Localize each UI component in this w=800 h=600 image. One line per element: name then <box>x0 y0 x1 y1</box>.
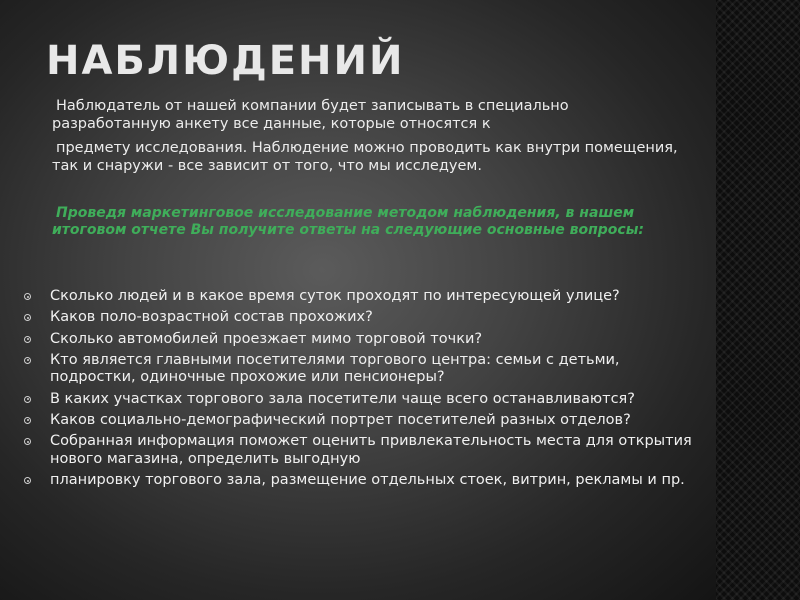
paragraph-subject <box>52 139 692 175</box>
circled-dot-icon <box>24 438 31 445</box>
paragraph-observer <box>52 97 692 133</box>
circled-dot-icon <box>24 314 31 321</box>
circled-dot-icon <box>24 417 31 424</box>
circled-dot-icon <box>24 293 31 300</box>
paragraph-observer-text: Наблюдатель от нашей компании будет записывать в специально разработанную анкету все данные, которые относятся к <box>52 98 569 132</box>
list-item <box>20 412 700 430</box>
list-item <box>20 391 700 409</box>
list-item <box>20 288 700 306</box>
list-item-text: Каков поло-возрастной состав прохожих? <box>50 309 373 326</box>
list-item-text: планировку торгового зала, размещение отдельных стоек, витрин, рекламы и пр. <box>50 472 685 489</box>
list-item-text: Сколько людей и в какое время суток проходят по интересующей улице? <box>50 288 620 304</box>
list-item-text: Сколько автомобилей проезжает мимо торговой точки? <box>50 330 483 347</box>
list-item <box>20 433 700 468</box>
list-item <box>20 352 700 387</box>
list-item <box>20 472 700 490</box>
circled-dot-icon <box>24 357 31 364</box>
list-item <box>20 331 700 349</box>
circled-dot-icon <box>24 396 31 403</box>
highlight-paragraph <box>52 205 692 239</box>
list-item-text: Кто является главными посетителями торгового центра: семьи с детьми, подростки, одиночные прохожие или пенсионеры? <box>50 351 620 386</box>
paragraph-subject-text: предмету исследования. Наблюдение можно проводить как внутри помещения, так и снаружи - все зависит от того, что мы исследуем. <box>52 140 678 174</box>
list-item <box>20 309 700 327</box>
circled-dot-icon <box>24 477 31 484</box>
list-item-text: Собранная информация поможет оценить привлекательность места для открытия нового магазина, определить выгодную <box>50 433 692 467</box>
slide-title: НАБЛЮДЕНИЙ <box>46 38 405 84</box>
list-item-text: Каков социально-демографический портрет посетителей разных отделов? <box>50 411 631 428</box>
question-list <box>20 288 700 493</box>
circled-dot-icon <box>24 336 31 343</box>
highlight-paragraph-text: Проведя маркетинговое исследование методом наблюдения, в нашем итоговом отчете Вы получите ответы на следующие основные вопросы: <box>52 205 644 238</box>
decorative-side-strip <box>716 0 800 600</box>
list-item-text: В каких участках торгового зала посетители чаще всего останавливаются? <box>50 390 635 407</box>
